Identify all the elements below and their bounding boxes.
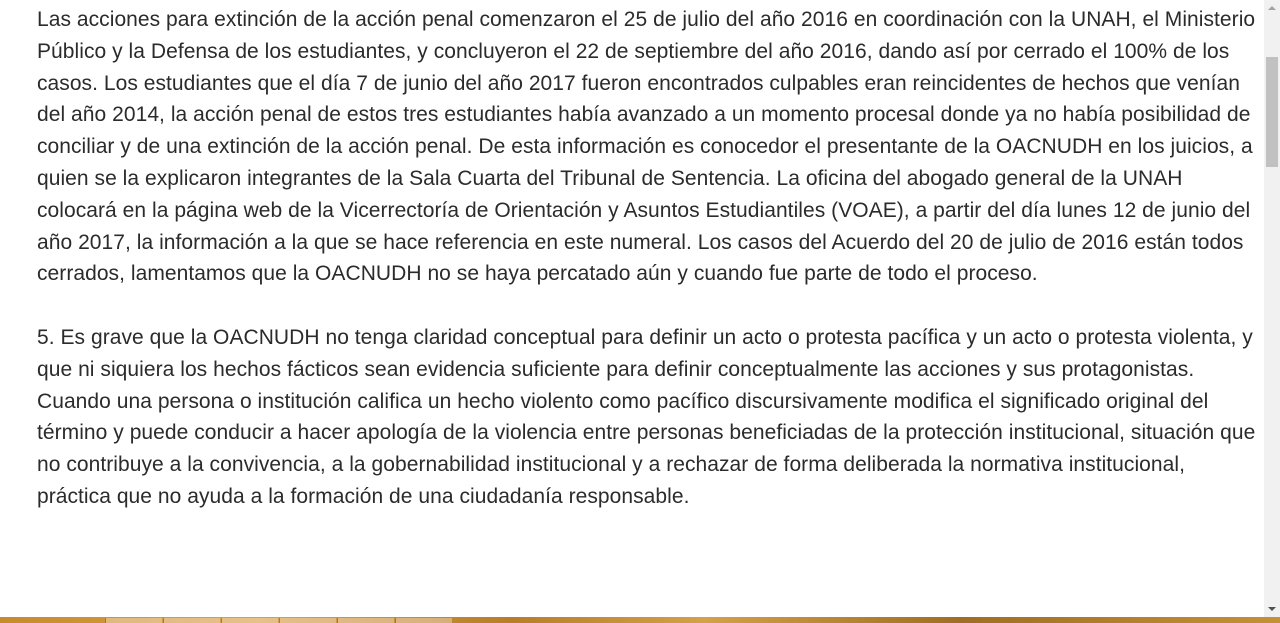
taskbar-button[interactable] <box>395 618 452 623</box>
taskbar-button[interactable] <box>105 618 162 623</box>
taskbar-button[interactable] <box>221 618 278 623</box>
paragraph-extincion-accion-penal: Las acciones para extinción de la acción penal comenzaron el 25 de julio del año 2016 en coordinación con la UNAH, el Ministerio Público y la Defensa de los estudiantes, y concluyeron el 22 de septiembre del año 2016, dando así por cerrado el 100% de los casos. Los estudiantes que el día 7 de junio del año 2017 fueron encontrados culpables eran reincidentes de hechos que venían del año 2014, la acción penal de estos tres estudiantes había avanzado a un momento procesal donde ya no había posibilidad de conciliar y de una extinción de la acción penal. De esta información es conocedor el presentante de la OACNUDH en los juicios, a quien se la explicaron integrantes de la Sala Cuarta del Tribunal de Sentencia. La oficina del abogado general de la UNAH colocará en la página web de la Vicerrectoría de Orientación y Asuntos Estudiantiles (VOAE), a partir del día lunes 12 de junio del año 2017, la información a la que se hace referencia en este numeral. Los casos del Acuerdo del 20 de julio de 2016 están todos cerrados, lamentamos que la OACNUDH no se haya percatado aún y cuando fue parte de todo el proceso. <box>37 8 1256 286</box>
taskbar-button[interactable] <box>163 618 220 623</box>
taskbar <box>0 617 1280 623</box>
taskbar-button[interactable] <box>337 618 394 623</box>
chevron-up-icon <box>1268 6 1276 10</box>
document-content <box>37 4 1259 513</box>
chevron-down-icon <box>1268 607 1276 611</box>
paragraph-punto-5: 5. Es grave que la OACNUDH no tenga claridad conceptual para definir un acto o protesta pacífica y un acto o protesta violenta, y que ni siquiera los hechos fácticos sean evidencia suficiente para definir conceptualmente las acciones y sus protagonistas. Cuando una persona o institución califica un hecho violento como pacífico discursivamente modifica el significado original del término y puede conducir a hacer apología de la violencia entre personas beneficiadas de la protección institucional, situación que no contribuye a la convivencia, a la gobernabilidad institucional y a rechazar de forma deliberada la normativa institucional, práctica que no ayuda a la formación de una ciudadanía responsable. <box>37 325 1256 508</box>
scroll-up-button[interactable] <box>1264 0 1280 16</box>
scrollbar-thumb[interactable] <box>1266 57 1278 167</box>
vertical-scrollbar[interactable] <box>1264 0 1280 617</box>
taskbar-button[interactable] <box>279 618 336 623</box>
scroll-down-button[interactable] <box>1264 601 1280 617</box>
